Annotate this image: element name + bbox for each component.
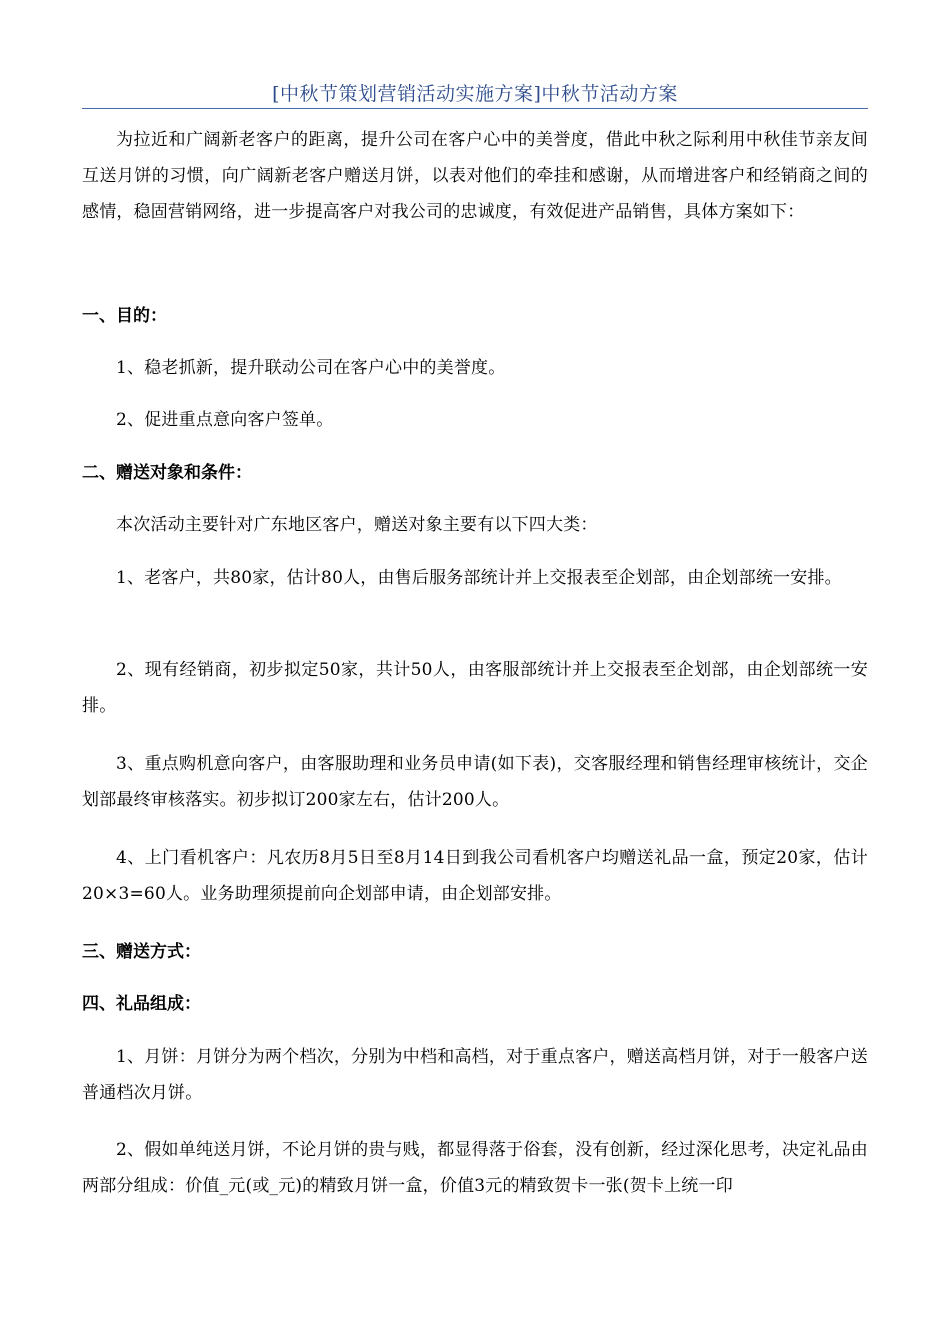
gifts-item-2: 2、假如单纯送月饼，不论月饼的贵与贱，都显得落于俗套，没有创新，经过深化思考，决定礼品由两部分组成：价值_元(或_元)的精致月饼一盒，价值3元的精致贺卡一张(贺卡上统一印 xyxy=(82,1140,868,1196)
recipients-item-1: 1、老客户，共80家，估计80人，由售后服务部统计并上交报表至企划部，由企划部统一安排。 xyxy=(116,568,842,588)
section-heading-gifts: 四、礼品组成： xyxy=(82,994,201,1014)
recipients-intro: 本次活动主要针对广东地区客户，赠送对象主要有以下四大类： xyxy=(116,515,598,535)
recipients-item-2: 2、现有经销商，初步拟定50家，共计50人，由客服部统计并上交报表至企划部，由企划部统一安排。 xyxy=(82,660,868,716)
purpose-item-1: 1、稳老抓新，提升联动公司在客户心中的美誉度。 xyxy=(116,358,506,378)
section-heading-recipients: 二、赠送对象和条件： xyxy=(82,463,252,483)
section-heading-purpose: 一、目的： xyxy=(82,306,167,326)
purpose-item-2: 2、促进重点意向客户签单。 xyxy=(116,410,334,430)
section-heading-method: 三、赠送方式： xyxy=(82,942,201,962)
document-title: [中秋节策划营销活动实施方案]中秋节活动方案 xyxy=(272,83,678,105)
intro-paragraph: 为拉近和广阔新老客户的距离，提升公司在客户心中的美誉度，借此中秋之际利用中秋佳节亲友间互送月饼的习惯，向广阔新老客户赠送月饼，以表对他们的牵挂和感谢，从而增进客户和经销商之间的感情，稳固营销网络，进一步提高客户对我公司的忠诚度，有效促进产品销售，具体方案如下： xyxy=(82,130,868,222)
recipients-item-4: 4、上门看机客户：凡农历8月5日至8月14日到我公司看机客户均赠送礼品一盒，预定20家，估计20×3=60人。业务助理须提前向企划部申请，由企划部安排。 xyxy=(82,848,868,904)
title-divider xyxy=(82,108,868,109)
gifts-item-1: 1、月饼：月饼分为两个档次，分别为中档和高档，对于重点客户，赠送高档月饼，对于一般客户送普通档次月饼。 xyxy=(82,1047,868,1103)
recipients-item-3: 3、重点购机意向客户，由客服助理和业务员申请(如下表)，交客服经理和销售经理审核统计，交企划部最终审核落实。初步拟订200家左右，估计200人。 xyxy=(82,754,868,810)
